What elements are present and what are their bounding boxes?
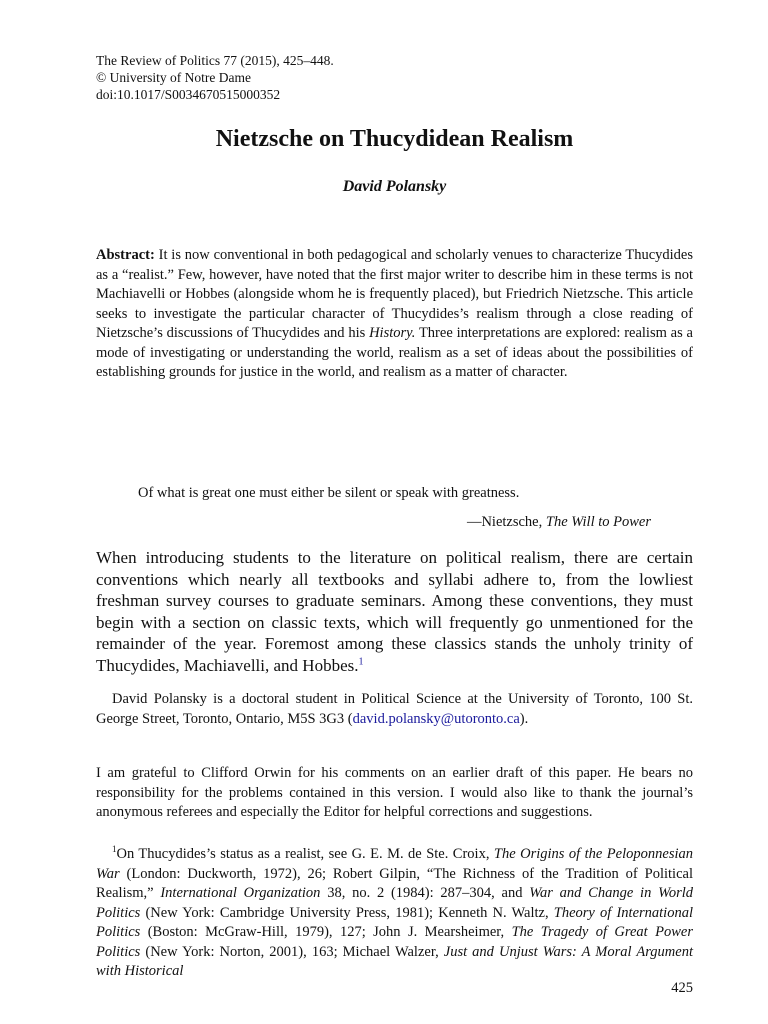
article-author: David Polansky — [342, 178, 447, 195]
abstract-label: Abstract: — [96, 247, 155, 263]
footnote-text: (London: Duckworth, 1972), 26; Robert Gilpin, “The Richness of the Tradition of Political Realism,” — [96, 865, 693, 901]
footnote-italic-title: The Tragedy of Great Power Politics — [96, 924, 693, 960]
footnote-italic-title: War and Change in World Politics — [96, 885, 693, 921]
epigraph-attribution-prefix: —Nietzsche, — [466, 514, 546, 530]
footnote-text: 38, no. 2 (1984): 287–304, and — [320, 885, 530, 901]
body-paragraph — [96, 547, 693, 677]
journal-citation: The Review of Politics 77 (2015), 425–448. — [96, 53, 334, 68]
body-paragraph-text: When introducing students to the literature on political realism, there are certain conventions which nearly all textbooks and syllabi adhere to, from the lowliest freshman survey courses to graduate seminars. Among these conventions, they must begin with a section on classic texts, which will frequently go unmentioned for the remainder of the year. Foremost among these classics stands the unholy trinity of Thucydides, Machiavelli, and Hobbes. — [96, 548, 693, 675]
abstract-text-1: It is now conventional in both pedagogical and scholarly venues to characterize Thucydides as a “realist.” Few, however, have noted that the first major writer to describe him in these terms is not Machiavelli or Hobbes (alongside whom he is frequently placed), but Friedrich Nietzsche. This article seeks to investigate the particular character of Thucydides’s realism through a close reading of Nietzsche’s discussions of Thucydides and his — [96, 247, 693, 341]
epigraph-attribution — [467, 514, 651, 531]
epigraph-quote: Of what is great one must either be silent or speak with greatness. — [138, 485, 520, 501]
footnote-text: (New York: Cambridge University Press, 1981); Kenneth N. Waltz, — [140, 904, 554, 921]
footnote-italic-title: Just and Unjust Wars: A Moral Argument with Historical — [96, 943, 693, 979]
footnote-italic-title: International Organization — [160, 885, 321, 901]
author-affiliation — [96, 689, 693, 729]
footnote-reference[interactable]: 1 — [358, 656, 364, 668]
author-email-link[interactable]: david.polansky@utoronto.ca — [352, 711, 520, 727]
abstract-history-italic: History. — [369, 325, 416, 341]
footnote-1 — [96, 845, 693, 982]
abstract — [96, 246, 693, 383]
journal-header — [96, 52, 334, 103]
footnote-text: (New York: Norton, 2001), 163; Michael Walzer, — [140, 943, 444, 960]
footnote-italic-title: The Origins of the Peloponnesian War — [96, 846, 693, 882]
footnote-text: (Boston: McGraw-Hill, 1979), 127; John J. Mearsheimer, — [140, 924, 512, 940]
doi[interactable]: doi:10.1017/S0034670515000352 — [96, 87, 281, 102]
abstract-text-2: Three interpretations are explored: realism as a mode of investigating or understanding the world, realism as a set of ideas about the possibilities of establishing grounds for justice in the world, and realism as a matter of character. — [96, 325, 693, 380]
article-title: Nietzsche on Thucydidean Realism — [215, 126, 574, 152]
footnote-italic-title: Theory of International Politics — [96, 904, 693, 940]
footnote-text: On Thucydides’s status as a realist, see G. E. M. de Ste. Croix, — [116, 846, 494, 862]
acknowledgment: I am grateful to Clifford Orwin for his comments on an earlier draft of this paper. He bears no responsibility for the problems contained in this version. I would also like to thank the journal’s anonymous referees and especially the Editor for helpful corrections and suggestions. — [96, 765, 693, 820]
epigraph-work-title: The Will to Power — [545, 514, 651, 530]
affiliation-text: David Polansky is a doctoral student in Political Science at the University of Toronto, 100 St. George Street, Toronto, Ontario, M5S 3G3 ( — [96, 691, 693, 727]
affiliation-text-end: ). — [519, 711, 529, 727]
footnote-number: 1 — [112, 844, 117, 855]
page-number: 425 — [671, 980, 693, 996]
copyright-notice: © University of Notre Dame — [96, 70, 251, 85]
